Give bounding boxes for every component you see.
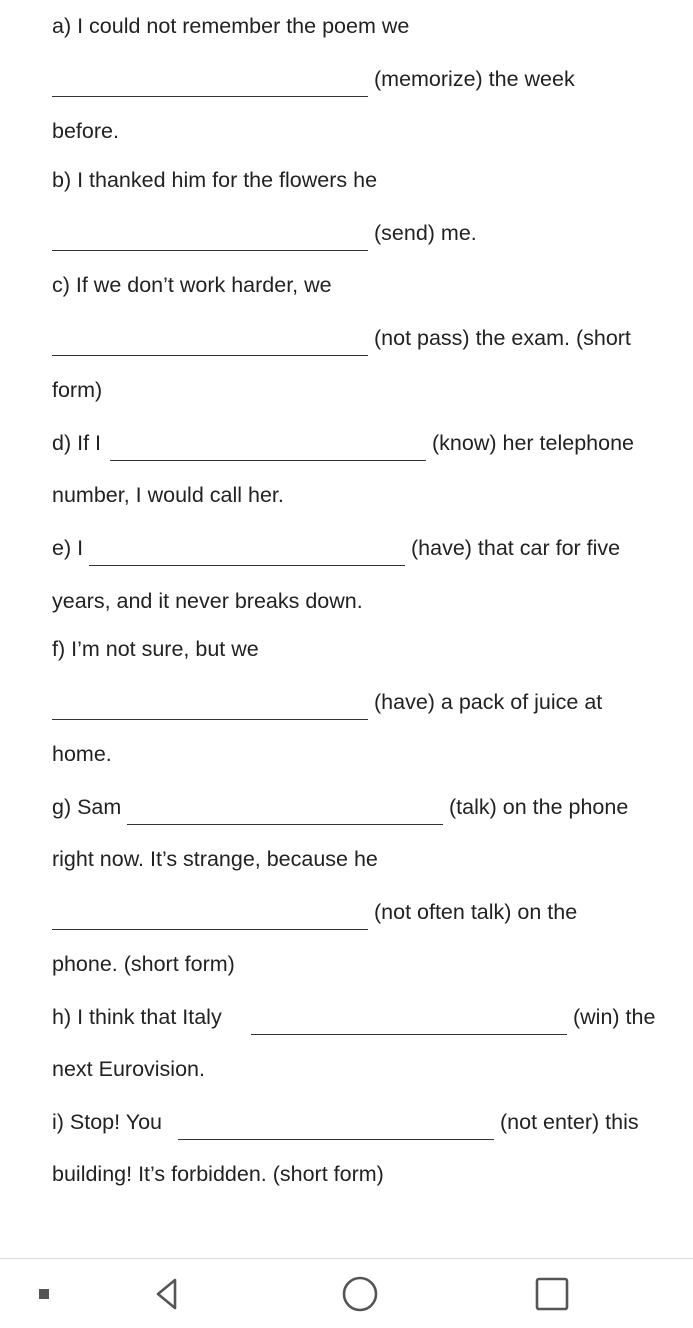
menu-button[interactable]: [4, 1259, 84, 1328]
home-circle-icon: [340, 1274, 380, 1314]
item-i-blank[interactable]: [178, 1139, 494, 1140]
item-g-line-4: phone. (short form): [52, 952, 235, 976]
item-b-line-1: b) I thanked him for the flowers he: [52, 168, 378, 192]
item-i-line-2: building! It’s forbidden. (short form): [52, 1162, 384, 1186]
item-b-line-2: (send) me.: [374, 221, 477, 245]
item-c-line-1: c) If we don’t work harder, we: [52, 273, 332, 297]
back-triangle-icon: [148, 1274, 188, 1314]
back-button[interactable]: [128, 1259, 208, 1328]
item-c-line-3: form): [52, 378, 103, 402]
item-e-line-1-start: e) I: [52, 536, 84, 560]
item-h-blank[interactable]: [251, 1034, 567, 1035]
item-e-line-1-end: (have) that car for five: [411, 536, 621, 560]
item-e-line-2: years, and it never breaks down.: [52, 589, 363, 613]
item-d-line-1-start: d) If I: [52, 431, 101, 455]
item-g-line-3: (not often talk) on the: [374, 900, 578, 924]
item-h-line-1-start: h) I think that Italy: [52, 1005, 222, 1029]
item-a-line-3: before.: [52, 119, 119, 143]
item-f-line-3: home.: [52, 742, 112, 766]
item-c-line-2: (not pass) the exam. (short: [374, 326, 631, 350]
item-b-blank[interactable]: [52, 250, 368, 251]
item-a-line-2: (memorize) the week: [374, 67, 575, 91]
item-g-line-1-end: (talk) on the phone: [449, 795, 629, 819]
item-g-line-1-start: g) Sam: [52, 795, 122, 819]
item-g-line-2: right now. It’s strange, because he: [52, 847, 378, 871]
item-d-line-2: number, I would call her.: [52, 483, 284, 507]
item-a-line-1: a) I could not remember the poem we: [52, 14, 410, 38]
recents-button[interactable]: [512, 1259, 592, 1328]
item-h-line-2: next Eurovision.: [52, 1057, 205, 1081]
item-g-blank-1[interactable]: [127, 824, 443, 825]
item-i-line-1-end: (not enter) this: [500, 1110, 639, 1134]
recents-square-icon: [532, 1274, 572, 1314]
square-dot-icon: [37, 1287, 51, 1301]
item-d-blank[interactable]: [110, 460, 426, 461]
item-a-blank[interactable]: [52, 96, 368, 97]
item-i-line-1-start: i) Stop! You: [52, 1110, 162, 1134]
android-navigation-bar: [0, 1259, 693, 1328]
item-e-blank[interactable]: [89, 565, 405, 566]
item-f-blank[interactable]: [52, 719, 368, 720]
item-f-line-1: f) I’m not sure, but we: [52, 637, 259, 661]
item-f-line-2: (have) a pack of juice at: [374, 690, 603, 714]
item-c-blank[interactable]: [52, 355, 368, 356]
item-h-line-1-end: (win) the: [573, 1005, 656, 1029]
item-d-line-1-end: (know) her telephone: [432, 431, 634, 455]
home-button[interactable]: [320, 1259, 400, 1328]
item-g-blank-2[interactable]: [52, 929, 368, 930]
